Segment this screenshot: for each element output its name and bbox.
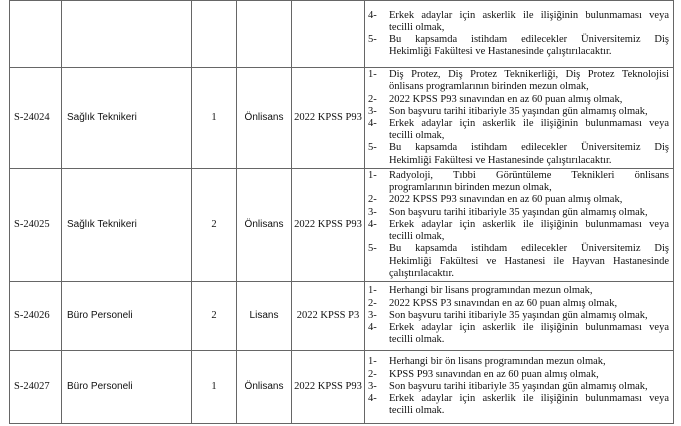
requirement-line — [368, 356, 669, 368]
requirement-text: Diş Protez, Diş Protez Teknikerliği, Diş Protez Teknolojisi — [389, 69, 669, 81]
requirement-line — [368, 243, 669, 255]
position-title-cell — [62, 1, 192, 68]
table-row — [10, 1, 674, 68]
position-code-cell: S-24025 — [10, 169, 62, 282]
quantity-cell: 2 — [192, 169, 237, 282]
requirement-number: 4- — [368, 118, 377, 129]
requirements-cell — [365, 351, 674, 424]
education-level-cell: Önlisans — [237, 68, 292, 169]
requirement-text: Herhangi bir lisans programından mezun olmak, — [389, 285, 593, 297]
requirement-line — [368, 194, 669, 206]
requirement-text: Hekimliği Fakültesi ve Hastanesi ile Hayvan Hastanesinde — [389, 255, 669, 267]
requirement-number — [368, 22, 389, 34]
requirement-number: 1- — [368, 170, 377, 182]
requirement-text: Herhangi bir ön lisans programından mezun olmak, — [389, 356, 606, 368]
requirement-text: Son başvuru tarihi itibariyle 35 yaşından gün almamış olmak, — [389, 309, 648, 321]
requirement-number — [368, 182, 389, 194]
requirement-number — [368, 46, 389, 58]
requirement-text: Erkek adaylar için askerlik ile ilişiğinin bulunmaması veya — [389, 118, 669, 129]
requirement-line — [368, 10, 669, 22]
requirement-line — [368, 155, 669, 167]
requirement-text: 2022 KPSS P93 sınavından en az 60 puan almış olmak, — [389, 93, 623, 105]
requirement-number — [368, 231, 389, 243]
requirement-text: Erkek adaylar için askerlik ile ilişiğinin bulunmaması veya — [389, 218, 669, 230]
position-code-cell: S-24024 — [10, 68, 62, 169]
requirement-number — [368, 130, 389, 142]
requirement-number: 3- — [368, 206, 377, 218]
requirement-text: Bu kapsamda istihdam edilecekler Üniversitemiz Diş — [389, 243, 669, 255]
requirement-text: 2022 KPSS P3 sınavından en az 60 puan almış olmak, — [389, 297, 618, 309]
requirement-line — [368, 369, 669, 381]
education-level-cell — [237, 1, 292, 68]
requirement-number: 5- — [368, 142, 377, 154]
requirement-text: Hekimliği Fakültesi ve Hastanesinde çalıştırılacaktır. — [389, 46, 612, 58]
requirement-line — [368, 130, 669, 142]
table-row — [10, 169, 674, 282]
quantity-cell: 1 — [192, 351, 237, 424]
requirement-line — [368, 34, 669, 46]
requirement-number: 3- — [368, 105, 377, 117]
requirement-line — [368, 69, 669, 81]
staff-positions-table — [9, 0, 674, 424]
requirement-line — [368, 46, 669, 58]
requirement-number: 1- — [368, 356, 377, 368]
requirement-text: Erkek adaylar için askerlik ile ilişiğinin bulunmaması veya — [389, 393, 669, 405]
requirement-line — [368, 94, 669, 106]
requirement-number: 4- — [368, 393, 377, 405]
requirement-number — [368, 256, 389, 268]
requirement-text: programlarının birinden mezun olmak, — [389, 182, 552, 194]
requirement-number — [368, 405, 389, 417]
requirement-line — [368, 118, 669, 130]
requirement-text: 2022 KPSS P93 sınavından en az 60 puan almış olmak, — [389, 194, 623, 206]
requirement-line — [368, 231, 669, 243]
requirement-text: Hekimliği Fakültesi ve Hastanesinde çalıştırılacaktır. — [389, 154, 612, 166]
requirement-line — [368, 298, 669, 310]
requirements-cell — [365, 68, 674, 169]
requirement-number — [368, 268, 389, 280]
requirement-number: 2- — [368, 194, 377, 206]
quantity-cell: 2 — [192, 282, 237, 351]
requirement-number: 2- — [368, 297, 377, 309]
requirement-number: 4- — [368, 218, 377, 230]
requirement-text: önlisans programlarının birinden mezun olmak, — [389, 81, 589, 93]
requirement-number: 5- — [368, 34, 377, 45]
requirements-cell — [365, 1, 674, 68]
requirement-text: Erkek adaylar için askerlik ile ilişiğinin bulunmaması veya — [389, 322, 669, 334]
position-title-cell: Büro Personeli — [62, 351, 192, 424]
requirement-text: Erkek adaylar için askerlik ile ilişiğinin bulunmaması veya — [389, 9, 669, 21]
requirement-text: Son başvuru tarihi itibariyle 35 yaşından gün almamış olmak, — [389, 206, 648, 218]
table-row — [10, 68, 674, 169]
education-level-cell: Önlisans — [237, 169, 292, 282]
requirement-line — [368, 268, 669, 280]
position-title-cell: Sağlık Teknikeri — [62, 169, 192, 282]
requirement-number — [368, 155, 389, 167]
requirement-line — [368, 256, 669, 268]
requirement-text: tecilli olmak, — [389, 130, 445, 142]
requirement-text: tecilli olmak, — [389, 21, 445, 33]
kpss-score-type-cell — [292, 1, 365, 68]
requirement-line — [368, 81, 669, 93]
requirements-cell — [365, 169, 674, 282]
requirement-text: tecilli olmak. — [389, 334, 445, 346]
requirement-line — [368, 182, 669, 194]
requirement-line — [368, 207, 669, 219]
quantity-cell — [192, 1, 237, 68]
requirement-number: 3- — [368, 309, 377, 321]
requirement-text: Bu kapsamda istihdam edilecekler Üniversitemiz Diş — [389, 34, 669, 45]
requirement-line — [368, 106, 669, 118]
requirement-line — [368, 381, 669, 393]
requirement-number: 2- — [368, 93, 377, 105]
table-row — [10, 351, 674, 424]
kpss-score-type-cell: 2022 KPSS P3 — [292, 282, 365, 351]
requirement-number: 2- — [368, 368, 377, 380]
kpss-score-type-cell: 2022 KPSS P93 — [292, 68, 365, 169]
education-level-cell: Lisans — [237, 282, 292, 351]
requirement-line — [368, 334, 669, 346]
kpss-score-type-cell: 2022 KPSS P93 — [292, 351, 365, 424]
position-title-cell: Büro Personeli — [62, 282, 192, 351]
requirement-text: KPSS P93 sınavından en az 60 puan almış olmak, — [389, 368, 599, 380]
requirement-text: Son başvuru tarihi itibariyle 35 yaşından gün almamış olmak, — [389, 105, 648, 117]
requirement-line — [368, 285, 669, 297]
quantity-cell: 1 — [192, 68, 237, 169]
requirement-text: Son başvuru tarihi itibariyle 35 yaşından gün almamış olmak, — [389, 380, 648, 392]
requirement-line — [368, 405, 669, 417]
requirement-line — [368, 142, 669, 154]
requirement-number — [368, 334, 389, 346]
requirement-number: 4- — [368, 9, 377, 21]
requirement-line — [368, 310, 669, 322]
requirement-line — [368, 170, 669, 182]
education-level-cell: Önlisans — [237, 351, 292, 424]
requirement-number: 4- — [368, 322, 377, 334]
table-row — [10, 282, 674, 351]
position-code-cell — [10, 1, 62, 68]
requirements-cell — [365, 282, 674, 351]
requirement-number: 1- — [368, 69, 377, 81]
requirement-line — [368, 322, 669, 334]
requirement-number: 1- — [368, 285, 377, 297]
requirement-text: tecilli olmak. — [389, 405, 445, 417]
kpss-score-type-cell: 2022 KPSS P93 — [292, 169, 365, 282]
requirement-line — [368, 219, 669, 231]
requirement-number: 5- — [368, 243, 377, 255]
table-body — [10, 1, 674, 424]
requirement-text: Radyoloji, Tıbbi Görüntüleme Teknikleri önlisans — [389, 170, 669, 182]
requirement-text: tecilli olmak, — [389, 231, 445, 243]
requirement-text: Bu kapsamda istihdam edilecekler Üniversitemiz Diş — [389, 142, 669, 154]
requirement-text: çalıştırılacaktır. — [389, 267, 455, 279]
requirement-line — [368, 22, 669, 34]
requirement-line — [368, 393, 669, 405]
position-code-cell: S-24027 — [10, 351, 62, 424]
position-title-cell: Sağlık Teknikeri — [62, 68, 192, 169]
requirement-number — [368, 81, 389, 93]
position-code-cell: S-24026 — [10, 282, 62, 351]
requirement-number: 3- — [368, 380, 377, 392]
